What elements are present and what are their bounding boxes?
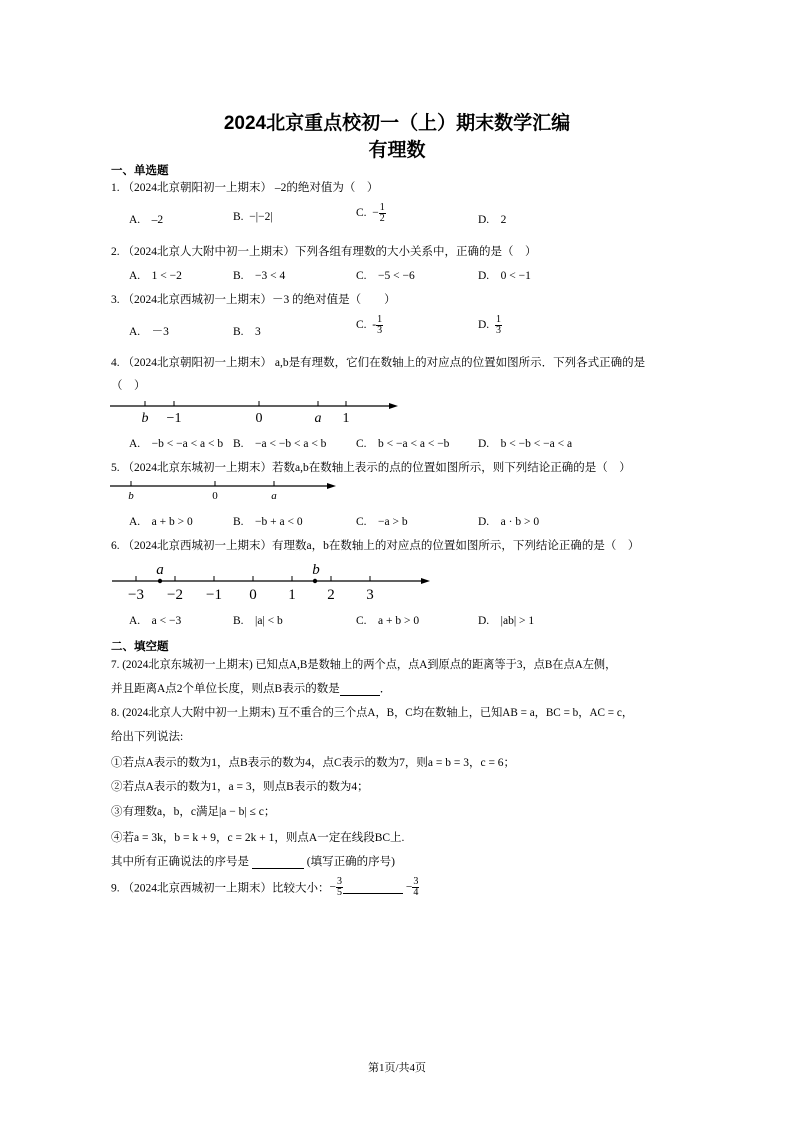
question-3-stem: 3. （2024北京西城初一上期末）－3 的绝对值是（ ） [111,294,396,306]
question-5-option-c: C. −a > b [356,516,408,528]
question-4-option-c: C. b < −a < a < −b [356,438,450,450]
question-1-stem: 1. （2024北京朝阳初一上期末） –2的绝对值为（ ） [111,182,379,194]
question-8-line-2: 给出下列说法: [111,731,184,743]
question-8-statement-2: ②若点A表示的数为1，a = 3，则点B表示的数为4； [111,781,369,793]
axis-tick-0: 0 [249,587,257,603]
question-1-option-b: B. −|−2| [233,211,273,223]
question-6-option-d: D. |ab| > 1 [478,615,535,627]
section-heading-fill-blank: 二、填空题 [111,641,169,653]
question-7-line-1: 7. (2024北京东城初一上期末) 已知点A,B是数轴上的两个点，点A到原点的距离等于3，点B在点A左侧， [111,659,617,671]
question-5-option-b: B. −b + a < 0 [233,516,303,528]
question-8-line-1: 8. (2024北京人大附中初一上期末) 互不重合的三个点A，B，C均在数轴上，已知AB = a，BC = b，AC = c， [111,707,634,719]
question-3-option-a: A. －3 [129,326,169,338]
question-2-option-a: A. 1 < −2 [129,270,182,282]
question-8-answer-blank[interactable] [252,856,304,869]
question-6-option-b: B. |a| < b [233,615,283,627]
page-footer: 第1页/共4页 [367,1062,427,1074]
question-5-option-d: D. a · b > 0 [478,516,540,528]
question-2-option-b: B. −3 < 4 [233,270,286,282]
axis-tick-neg2: −2 [167,587,183,603]
page-subtitle: 有理数 [368,140,426,161]
question-4-option-d: D. b < −b < −a < a [478,438,573,450]
axis-label-0: 0 [212,490,218,502]
axis-label-b: b [141,411,149,426]
axis-letter-a: a [156,562,164,578]
question-5-option-a: A. a + b > 0 [129,516,193,528]
question-1-option-a: A. –2 [129,214,164,226]
question-3-option-b: B. 3 [233,326,261,338]
question-9-line: 9. （2024北京西城初一上期末）比较大小：− $\frac{3}{5}$ − $\frac{3}{4}$ [111,876,419,898]
axis-tick-2: 2 [327,587,335,603]
axis-tick-neg3: −3 [128,587,144,603]
axis-letter-b: b [312,562,320,578]
question-5-stem: 5. （2024北京东城初一上期末）若数a,b在数轴上表示的点的位置如图所示，则下列结论正确的是（ ） [111,462,631,474]
question-6-stem: 6. （2024北京西城初一上期末）有理数a，b在数轴上的对应点的位置如图所示，下列结论正确的是（ ） [111,540,640,552]
question-6-number-line [108,558,438,604]
question-1-option-c: C. − $\frac{1}{2}$ [356,202,385,224]
axis-tick-neg1: −1 [206,587,222,603]
question-3-option-d: D. $\frac{1}{3}$ [478,314,501,336]
axis-label-0: 0 [255,411,263,426]
question-3-option-c: C. - $\frac{1}{3}$ [356,314,383,336]
question-8-statement-3: ③有理数a，b，c满足|a − b| ≤ c； [111,806,276,818]
question-4-number-line [108,400,408,430]
question-4-stem: 4. （2024北京朝阳初一上期末） a,b是有理数，它们在数轴上的对应点的位置如图所示．下列各式正确的是 [111,357,646,369]
question-2-option-d: D. 0 < −1 [478,270,531,282]
axis-label-1: 1 [342,411,350,426]
axis-tick-1: 1 [288,587,296,603]
question-8-line-3: 其中所有正确说法的序号是 (填写正确的序号) [111,856,395,868]
axis-label-a: a [271,490,277,502]
point-b [313,579,317,583]
axis-label-b: b [128,490,134,502]
page-title: 2024北京重点校初一（上）期末数学汇编 [223,113,571,134]
question-2-option-c: C. −5 < −6 [356,270,415,282]
axis-label-neg1: −1 [166,411,182,426]
question-6-option-c: C. a + b > 0 [356,615,420,627]
point-a [158,579,162,583]
question-5-number-line [108,480,343,506]
question-7-answer-blank[interactable] [340,683,380,696]
question-2-stem: 2. （2024北京人大附中初一上期末）下列各组有理数的大小关系中，正确的是（ ） [111,246,537,258]
question-1-option-d: D. 2 [478,214,507,226]
question-4-stem-cont: （ ） [111,380,146,392]
question-8-statement-1: ①若点A表示的数为1，点B表示的数为4，点C表示的数为7，则a = b = 3，c = 6； [111,757,516,769]
axis-tick-3: 3 [366,587,374,603]
question-8-statement-4: ④若a = 3k，b = k + 9，c = 2k + 1，则点A一定在线段BC上. [111,832,405,844]
question-4-option-b: B. −a < −b < a < b [233,438,327,450]
question-9-answer-blank[interactable] [343,881,403,894]
section-heading-single-choice: 一、单选题 [111,165,169,177]
question-7-line-2: 并且距离A点2个单位长度，则点B表示的数是 ． [111,683,392,695]
axis-label-a: a [314,411,322,426]
question-6-option-a: A. a < −3 [129,615,182,627]
question-4-option-a: A. −b < −a < a < b [129,438,224,450]
